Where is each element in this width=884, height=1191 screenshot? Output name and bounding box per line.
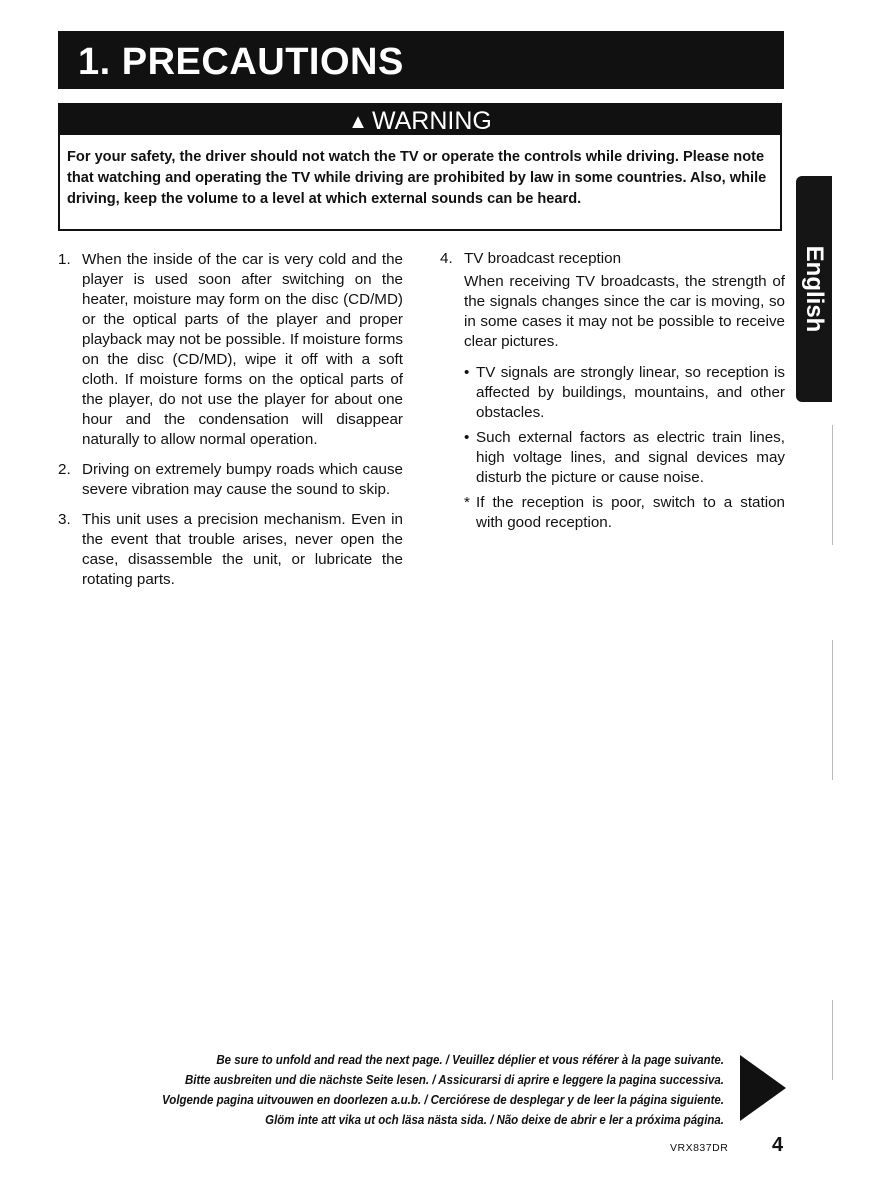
warning-box [58,103,782,231]
model-number: VRX837DR [670,1142,729,1154]
item-text: When the inside of the car is very cold and the player is used soon after switching on the heater, moisture may form on the disc (CD/MD) or the optical parts of the player and proper playback may not be possible. If moisture forms on the disc (CD/MD), wipe it off with a soft cloth. If moisture forms on the optical parts of the player, do not use the player for about one hour and the condensation will disappear naturally to allow normal operation. [82,251,403,448]
scan-artifact-line [832,1000,833,1080]
title-bar [58,31,784,89]
list-item [58,250,403,450]
left-column [58,250,403,600]
item-number: 3. [58,511,71,528]
bullet-item [464,363,785,423]
right-column [440,249,785,538]
warning-header [60,105,780,135]
list-item [58,460,403,500]
warning-heading: WARNING [371,107,492,135]
item-text: Driving on extremely bumpy roads which cause severe vibration may cause the sound to skip. [82,461,403,498]
item-text: This unit uses a precision mechanism. Even in the event that trouble arises, never open the case, disassemble the unit, or lubricate the rotating parts. [82,511,403,588]
language-tab-label: English [801,245,828,333]
footer-note: Volgende pagina uitvouwen en doorlezen a.u.b. / Cerciórese de desplegar y de leer la página siguiente. [162,1093,724,1107]
bullet-item [464,493,785,533]
item-number: 4. [440,250,453,267]
item-text: When receiving TV broadcasts, the strength of the signals changes since the car is moving, so in some cases it may not be possible to receive clear pictures. [464,273,785,350]
item-number: 2. [58,461,71,478]
scan-artifact-line [832,425,833,545]
bullet-mark: * [464,494,470,511]
bullet-item [464,428,785,488]
item-number: 1. [58,251,71,268]
page-title: 1. PRECAUTIONS [78,41,404,83]
bullet-list [440,363,785,533]
bullet-text: TV signals are strongly linear, so reception is affected by buildings, mountains, and other obstacles. [476,364,785,421]
scan-artifact-line [832,640,833,780]
warning-text: For your safety, the driver should not watch the TV or operate the controls while driving. Please note that watching and operating the TV while driving are prohibited by law in some countries. Also, while driving, keep the volume to a level at which external sounds can be heard. [67,149,767,207]
bullet-mark: • [464,429,470,446]
bullet-text: If the reception is poor, switch to a station with good reception. [476,494,785,531]
page-number: 4 [772,1134,784,1156]
list-item [58,510,403,590]
bullet-mark: • [464,364,470,381]
footer-note: Bitte ausbreiten und die nächste Seite lesen. / Assicurarsi di aprire e leggere la pagina successiva. [184,1073,725,1087]
item-heading: TV broadcast reception [464,250,622,267]
language-tab [796,176,832,402]
next-page-arrow-icon [738,1053,788,1123]
warning-triangle-icon: ▲ [348,111,368,133]
footer-note: Glöm inte att vika ut och läsa nästa sida. / Não deixe de abrir e ler a próxima página. [265,1113,724,1127]
bullet-text: Such external factors as electric train lines, high voltage lines, and signal devices may disturb the picture or cause noise. [476,429,785,486]
list-item-heading [440,249,785,269]
footer-notes [150,1050,724,1130]
footer-note: Be sure to unfold and read the next page. / Veuillez déplier et vous référer à la page suivante. [216,1053,724,1067]
